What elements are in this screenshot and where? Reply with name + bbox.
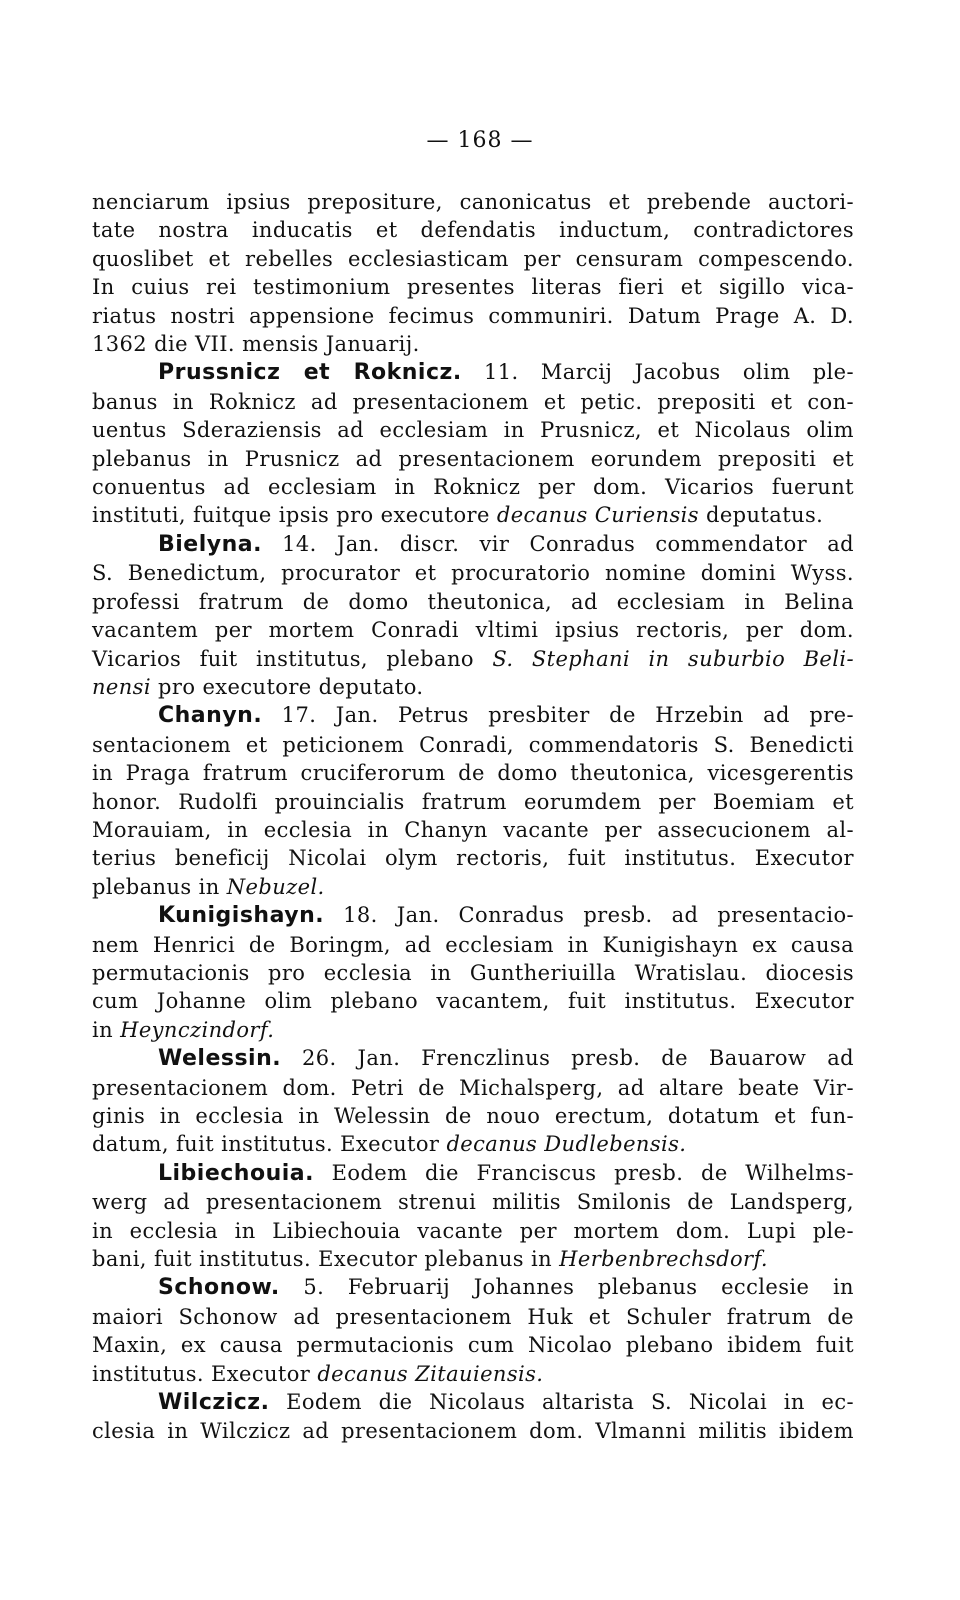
entry-first-line [92, 1159, 854, 1188]
text-line [92, 473, 854, 501]
text-line [92, 1360, 854, 1388]
line-text: Vicarios fuit institutus, plebano [92, 646, 493, 671]
text-line [92, 1016, 854, 1044]
line-text: cum Johanne olim plebano vacantem, fuit institutus. Executor [92, 989, 854, 1014]
line-text: werg ad presentacionem strenui militis Smilonis de Landsperg, [92, 1190, 854, 1215]
text-line [92, 1102, 854, 1130]
place-heading: Libiechouia. [158, 1160, 314, 1186]
text-line [92, 1217, 854, 1245]
italic-text: decanus Dudlebensis. [446, 1132, 687, 1157]
line-text: nenciarum ipsius prepositure, canonicatus et prebende auctori- [92, 190, 854, 214]
text-line [92, 788, 854, 816]
text-line [92, 645, 854, 673]
line-text: institutus. Executor [92, 1361, 318, 1386]
text-line [92, 816, 854, 844]
line-text: nem Henrici de Boringm, ad ecclesiam in Kunigishayn ex causa [92, 932, 854, 957]
text-line [92, 559, 854, 587]
text-line [92, 873, 854, 901]
place-heading: Wilczicz. [158, 1390, 270, 1416]
line-text: banus in Roknicz ad presentacionem et petic. prepositi et con- [92, 389, 854, 414]
entry-first-line [92, 530, 854, 559]
place-heading: Kunigishayn. [158, 903, 325, 929]
line-text: tate nostra inducatis et defendatis inductum, contradictores [92, 218, 854, 243]
line-text: Eodem die Franciscus presb. de Wilhelms- [314, 1160, 854, 1185]
page-number: — 168 — [426, 128, 534, 153]
line-text: 14. Jan. discr. vir Conradus commendator ad [261, 531, 854, 556]
italic-text: Heynczindorf. [120, 1017, 275, 1042]
line-text: 5. Februarij Johannes plebanus ecclesie in [279, 1275, 854, 1300]
line-text: 17. Jan. Petrus presbiter de Hrzebin ad pre- [262, 703, 854, 728]
line-text: Morauiam, in ecclesia in Chanyn vacante per assecucionem al- [92, 817, 854, 842]
text-line [92, 987, 854, 1015]
entry-first-line [92, 1044, 854, 1073]
line-text: S. Benedictum, procurator et procuratorio nomine domini Wyss. [92, 561, 854, 586]
text-line [92, 731, 854, 759]
line-text: 11. Marcij Jacobus olim ple- [461, 360, 854, 385]
place-heading: Prussnicz et Roknicz. [158, 360, 462, 386]
text-line [92, 959, 854, 987]
line-text: Eodem die Nicolaus altarista S. Nicolai in ec- [269, 1390, 854, 1415]
line-text: professi fratrum de domo theutonica, ad ecclesiam in Belina [92, 589, 854, 614]
text-line [92, 673, 854, 701]
line-text: bani, fuit institutus. Executor plebanus in [92, 1247, 560, 1272]
line-text: plebanus in [92, 874, 227, 899]
line-text: terius beneficij Nicolai olym rectoris, fuit institutus. Executor [92, 846, 854, 871]
text-line [92, 445, 854, 473]
line-text: quoslibet et rebelles ecclesiasticam per censuram compescendo. [92, 246, 854, 271]
text-line [92, 1130, 854, 1158]
text-line [92, 588, 854, 616]
line-text: In cuius rei testimonium presentes literas fieri et sigillo vica- [92, 275, 854, 300]
line-text: maiori Schonow ad presentacionem Huk et Schuler fratrum de [92, 1304, 854, 1329]
italic-text: Herbenbrechsdorf. [559, 1247, 768, 1272]
line-text: datum, fuit institutus. Executor [92, 1132, 447, 1157]
entry-first-line [92, 1388, 854, 1417]
italic-text: decanus Curiensis [496, 503, 699, 528]
line-text: conuentus ad ecclesiam in Roknicz per dom. Vicarios fuerunt [92, 475, 854, 500]
place-heading: Bielyna. [158, 531, 262, 557]
text-line [92, 302, 854, 330]
entry-first-line [92, 1273, 854, 1302]
line-text: pro executore deputato. [150, 674, 424, 699]
line-text: in ecclesia in Libiechouia vacante per mortem dom. Lupi ple- [92, 1218, 854, 1243]
entry-first-line [92, 358, 854, 387]
line-text: 26. Jan. Frenczlinus presb. de Bauarow ad [281, 1046, 854, 1071]
text-line [92, 1303, 854, 1331]
text-line [92, 388, 854, 416]
italic-text: S. Stephani in suburbio Beli- [492, 646, 854, 671]
text-line [92, 1417, 854, 1445]
place-heading: Welessin. [158, 1046, 282, 1072]
line-text: riatus nostri appensione fecimus communiri. Datum Prage A. D. [92, 303, 854, 328]
text-line [92, 759, 854, 787]
place-heading: Chanyn. [158, 703, 263, 729]
text-line [92, 1188, 854, 1216]
text-line [92, 216, 854, 244]
text-line [92, 844, 854, 872]
place-heading: Schonow. [158, 1275, 280, 1301]
line-text: 18. Jan. Conradus presb. ad presentacio- [324, 903, 854, 928]
line-text: vacantem per mortem Conradi vltimi ipsius rectoris, per dom. [92, 618, 854, 643]
line-text: plebanus in Prusnicz ad presentacionem eorundem prepositi et [92, 446, 854, 471]
text-line [92, 416, 854, 444]
text-line [92, 931, 854, 959]
text-line [92, 330, 854, 358]
line-text: permutacionis pro ecclesia in Guntheriuilla Wratislau. diocesis [92, 960, 854, 985]
text-line [92, 616, 854, 644]
text-line [92, 1074, 854, 1102]
text-line [92, 188, 854, 216]
body-text [92, 188, 854, 1446]
entry-first-line [92, 901, 854, 930]
entry-first-line [92, 701, 854, 730]
line-text: in Praga fratrum cruciferorum de domo theutonica, vicesgerentis [92, 761, 854, 786]
line-text: uentus Sderaziensis ad ecclesiam in Prusnicz, et Nicolaus olim [92, 418, 854, 443]
line-text: instituti, fuitque ipsis pro executore [92, 503, 497, 528]
line-text: sentacionem et peticionem Conradi, commendatoris S. Benedicti [92, 732, 854, 757]
line-text: ginis in ecclesia in Welessin de nouo erectum, dotatum et fun- [92, 1104, 854, 1128]
italic-text: decanus Zitauiensis. [317, 1361, 544, 1386]
line-text: in [92, 1017, 121, 1042]
text-line [92, 245, 854, 273]
line-text: clesia in Wilczicz ad presentacionem dom. Vlmanni militis ibidem [92, 1419, 854, 1444]
italic-text: nensi [92, 674, 151, 699]
line-text: 1362 die VII. mensis Januarij. [92, 332, 420, 357]
line-text: presentacionem dom. Petri de Michalsperg, ad altare beate Vir- [92, 1075, 854, 1100]
text-line [92, 1331, 854, 1359]
line-text: Maxin, ex causa permutacionis cum Nicolao plebano ibidem fuit [92, 1333, 854, 1358]
text-line [92, 1245, 854, 1273]
line-text: deputatus. [698, 503, 824, 528]
line-text: honor. Rudolfi prouincialis fratrum eorumdem per Boemiam et [92, 789, 854, 814]
italic-text: Nebuzel. [226, 874, 325, 899]
text-line [92, 273, 854, 301]
text-line [92, 501, 854, 529]
